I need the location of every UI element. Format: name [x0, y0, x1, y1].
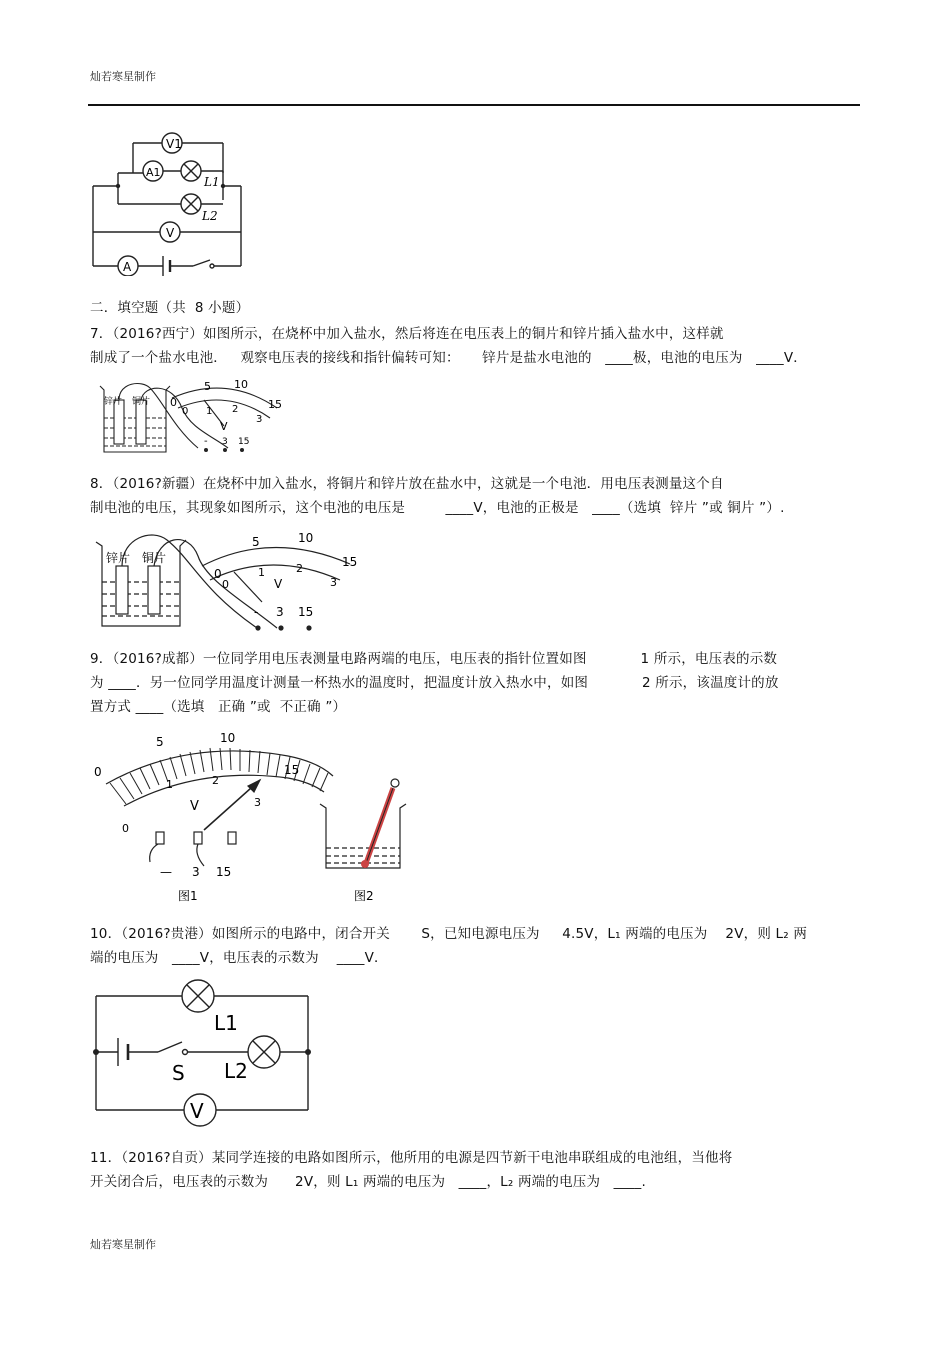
- scale-5: 5: [204, 380, 211, 393]
- q9-line2: 为 ____．另一位同学用温度计测量一杯热水的温度时，把温度计放入热水中，如图 2 所示，该温度计的放: [90, 675, 779, 691]
- v-label: V: [166, 226, 175, 240]
- circuit-figure-q6: [88, 128, 248, 276]
- terminal-neg: —: [160, 865, 172, 879]
- q8-line1: 8．（2016?新疆）在烧杯中加入盐水，将铜片和锌片放在盐水中，这就是一个电池．用电压表测量这个自: [90, 476, 724, 492]
- tick-1: 1: [258, 566, 265, 579]
- section-title: 二．填空题（共 8 小题）: [90, 300, 250, 316]
- voltmeter-label: V: [190, 1099, 204, 1123]
- unit-v: V: [274, 577, 283, 591]
- copper-label: 铜片: [142, 551, 167, 565]
- page-header-maker: 灿若寒星制作: [90, 70, 156, 83]
- terminal-neg: -: [254, 605, 259, 619]
- q11-line2: 开关闭合后，电压表的示数为 2V，则 L₁ 两端的电压为 ____，L₂ 两端的电压为 ____.: [90, 1174, 646, 1190]
- scale-15: 15: [268, 398, 282, 411]
- scale-0: 0: [170, 396, 177, 409]
- tick-3: 3: [256, 414, 263, 425]
- a-label: A: [123, 260, 132, 274]
- terminal-15: 15: [216, 865, 232, 879]
- terminal-3: 3: [192, 865, 200, 879]
- scale-15: 15: [284, 763, 300, 777]
- terminal-3: 3: [222, 437, 228, 447]
- scale-5: 5: [156, 735, 164, 749]
- tick-1: 1: [166, 778, 173, 791]
- caption-fig2: 图2: [354, 889, 374, 903]
- scale-10: 10: [234, 378, 248, 391]
- q9-line3: 置方式 ____（选填 正确 ”或 不正确 ”）: [90, 699, 347, 715]
- header-rule: [88, 104, 860, 106]
- l1-label: L1: [214, 1011, 238, 1035]
- caption-fig1: 图1: [178, 889, 198, 903]
- scale-15: 15: [342, 555, 358, 569]
- unit-v: V: [190, 799, 199, 814]
- voltmeter-thermometer-figure-q9: [88, 726, 418, 906]
- tick-0: 0: [222, 578, 229, 591]
- l1-label: L1: [204, 175, 220, 189]
- scale-5: 5: [252, 535, 260, 549]
- tick-2: 2: [212, 774, 219, 787]
- q8-line2: 制电池的电压，其现象如图所示，这个电池的电压是 ____V，电池的正极是 ____（选填 锌片 ”或 铜片 ”）.: [90, 500, 785, 516]
- v1-label: V1: [166, 137, 182, 151]
- a1-label: A1: [146, 166, 161, 179]
- l2-label: L2: [224, 1059, 248, 1083]
- l2-label: L2: [202, 209, 218, 223]
- tick-2: 2: [232, 404, 239, 415]
- unit-v: V: [220, 420, 228, 433]
- q7-line2: 制成了一个盐水电池． 观察电压表的接线和指针偏转可知： 锌片是盐水电池的 ____极，电池的电压为 ____V．: [90, 350, 808, 366]
- scale-10: 10: [298, 531, 314, 545]
- tick-1: 1: [206, 406, 213, 417]
- zinc-label: 锌片: [106, 551, 131, 565]
- tick-3: 3: [254, 796, 261, 809]
- circuit-figure-q10: [88, 976, 318, 1132]
- voltmeter-beaker-figure-q8: [92, 520, 362, 636]
- scale-0: 0: [94, 765, 102, 779]
- tick-0: 0: [122, 822, 129, 835]
- page-footer-maker: 灿若寒星制作: [90, 1238, 156, 1251]
- q7-line1: 7．（2016?西宁）如图所示，在烧杯中加入盐水，然后将连在电压表上的铜片和锌片插入盐水中，这样就: [90, 326, 724, 342]
- tick-0: 0: [182, 406, 189, 417]
- terminal-3: 3: [276, 605, 284, 619]
- zinc-label: 锌片: [104, 397, 123, 407]
- tick-2: 2: [296, 562, 303, 575]
- scale-0: 0: [214, 567, 222, 581]
- q9-line1: 9．（2016?成都）一位同学用电压表测量电路两端的电压，电压表的指针位置如图 1 所示，电压表的示数: [90, 651, 778, 667]
- scale-10: 10: [220, 731, 236, 745]
- switch-label: S: [172, 1061, 185, 1085]
- terminal-15: 15: [298, 605, 314, 619]
- q10-line2: 端的电压为 ____V，电压表的示数为 ____V．: [90, 950, 388, 966]
- copper-label: 铜片: [132, 397, 151, 407]
- q10-line1: 10．（2016?贵港）如图所示的电路中，闭合开关 S，已知电源电压为 4.5V，L₁ 两端的电压为 2V，则 L₂ 两: [90, 926, 808, 942]
- tick-3: 3: [330, 576, 337, 589]
- terminal-neg: -: [204, 436, 208, 447]
- voltmeter-beaker-figure-q7: [92, 378, 292, 458]
- q11-line1: 11．（2016?自贡）某同学连接的电路如图所示，他所用的电源是四节新干电池串联组成的电池组，当他将: [90, 1150, 733, 1166]
- terminal-15: 15: [238, 437, 250, 447]
